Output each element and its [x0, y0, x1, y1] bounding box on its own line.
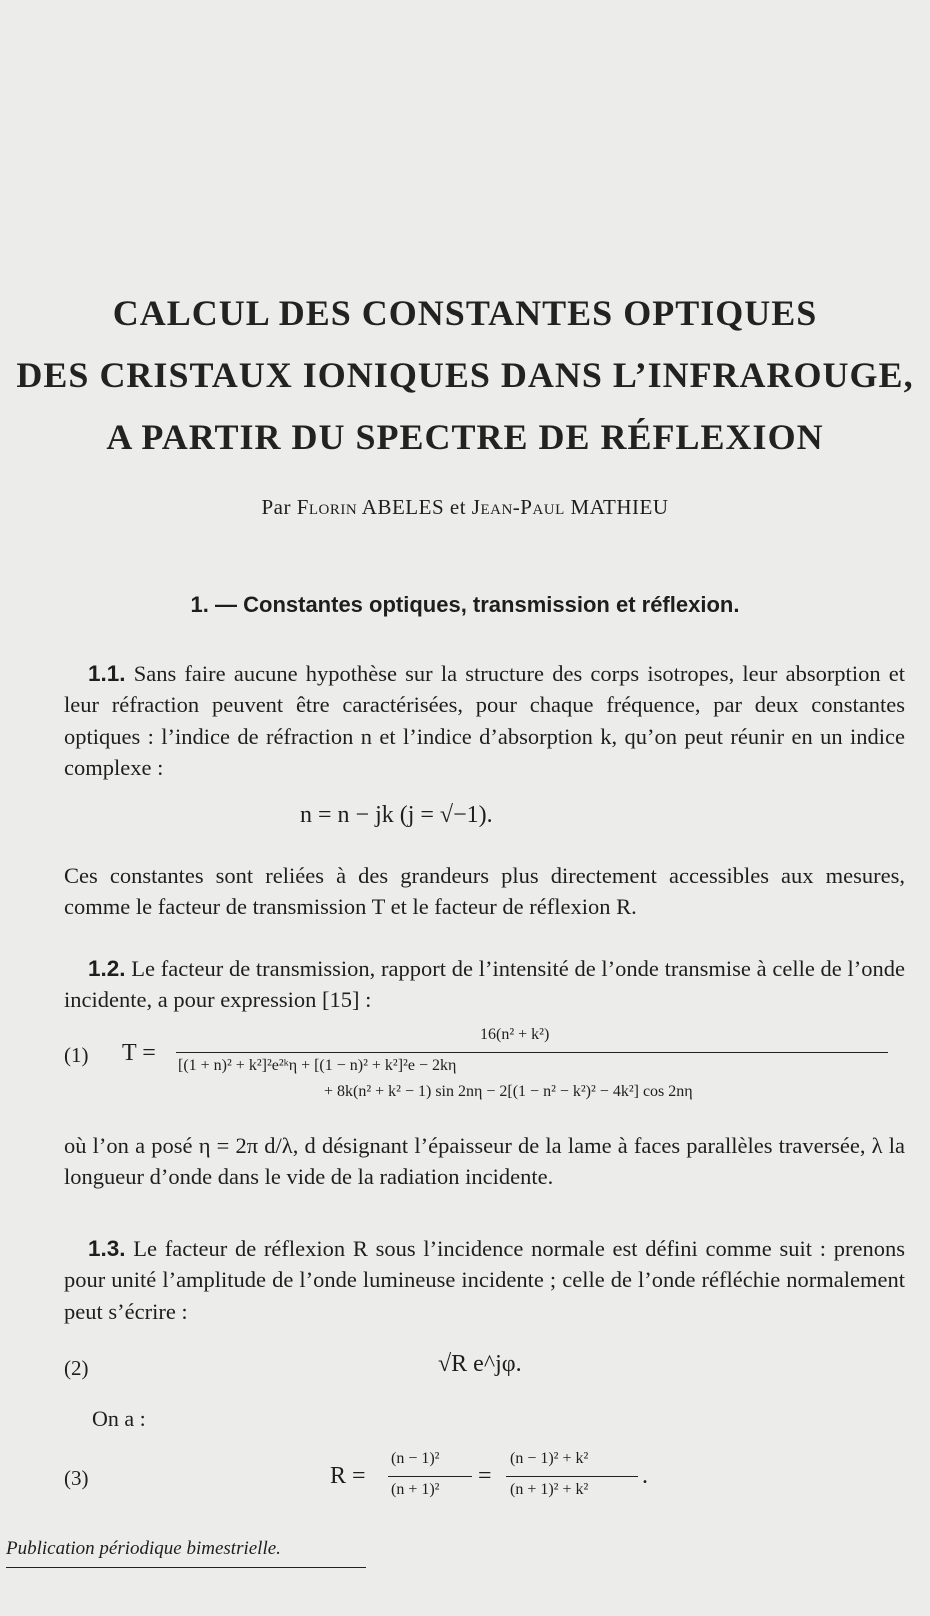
- equation-1-lhs: T =: [122, 1040, 156, 1066]
- paragraph-1-1-cont: Ces constantes sont reliées à des grandeurs plus directement accessibles aux mesures, comme le facteur de transmission T et le facteur de réflexion R.: [64, 863, 905, 920]
- paragraph-1-2: [64, 953, 905, 1016]
- title-line-2: DES CRISTAUX IONIQUES DANS L’INFRAROUGE,: [16, 355, 914, 395]
- equation-2-label: (2): [64, 1356, 89, 1380]
- authors-line: [0, 495, 930, 520]
- footnote-rule: [6, 1567, 366, 1568]
- equation-3-num1: (n − 1)²: [391, 1450, 440, 1467]
- paragraph-1-3: [64, 1233, 905, 1327]
- title-line-1: CALCUL DES CONSTANTES OPTIQUES: [112, 293, 818, 333]
- title-line-3: A PARTIR DU SPECTRE DE RÉFLEXION: [106, 417, 824, 457]
- equation-1-numerator: 16(n² + k²): [480, 1026, 550, 1043]
- equation-3-fraction-bar-2: [506, 1476, 638, 1477]
- equation-3-den2: (n + 1)² + k²: [510, 1481, 589, 1498]
- equation-3-equals: =: [478, 1463, 492, 1489]
- equation-1-fraction-bar: [176, 1052, 888, 1053]
- equation-3-period: .: [642, 1463, 648, 1489]
- equation-1-denominator-2: + 8k(n² + k² − 1) sin 2nη − 2[(1 − n² − k²)² − 4k²] cos 2nη: [324, 1083, 693, 1100]
- equation-3-label: (3): [64, 1466, 89, 1490]
- paragraph-text: Sans faire aucune hypothèse sur la structure des corps isotropes, leur absorption et leur réfraction peuvent être caractérisées, pour chaque fréquence, par deux constantes optiques : l’indice de réfraction n et l’indice d’absorption k, qu’on peut réunir en un indice complexe :: [64, 661, 905, 780]
- author1-last: ABELES: [361, 495, 445, 519]
- authors-par: Par: [261, 495, 291, 519]
- paragraph-1-1: [64, 658, 905, 783]
- paragraph-text: Le facteur de réflexion R sous l’incidence normale est défini comme suit : prenons pour unité l’amplitude de l’onde lumineuse incidente ; celle de l’onde réfléchie normalement peut s’écrire :: [64, 1236, 905, 1324]
- section-heading: 1. — Constantes optiques, transmission et réflexion.: [190, 592, 740, 617]
- authors-et: et: [449, 495, 467, 519]
- paragraph-text: Le facteur de transmission, rapport de l’intensité de l’onde transmise à celle de l’onde incidente, a pour expression [15] :: [64, 956, 906, 1013]
- on-a-text: On a :: [92, 1406, 146, 1431]
- paragraph-number: 1.3.: [88, 1236, 126, 1261]
- equation-3-den1: (n + 1)²: [391, 1481, 440, 1498]
- paragraph-1-2-cont: où l’on a posé η = 2π d/λ, d désignant l’épaisseur de la lame à faces parallèles traversée, λ la longueur d’onde dans le vide de la radiation incidente.: [64, 1133, 905, 1190]
- paragraph-number: 1.2.: [88, 956, 126, 981]
- author2-last: MATHIEU: [570, 495, 669, 519]
- equation-complex-index: n = n − jk (j = √−1).: [300, 802, 493, 828]
- equation-3-lhs: R =: [330, 1463, 366, 1489]
- equation-3-num2: (n − 1)² + k²: [510, 1450, 589, 1467]
- equation-2-expr: √R e^jφ.: [438, 1351, 522, 1377]
- equation-1-denominator-1: [(1 + n)² + k²]²e²ᵏη + [(1 − n)² + k²]²e − 2kη: [178, 1057, 457, 1074]
- equation-3-fraction-bar-1: [388, 1476, 472, 1477]
- author1-first: Florin: [296, 495, 358, 519]
- paragraph-number: 1.1.: [88, 661, 126, 686]
- author2-first: Jean-Paul: [471, 495, 565, 519]
- footnote: Publication périodique bimestrielle.: [6, 1538, 281, 1559]
- equation-1-label: (1): [64, 1043, 89, 1067]
